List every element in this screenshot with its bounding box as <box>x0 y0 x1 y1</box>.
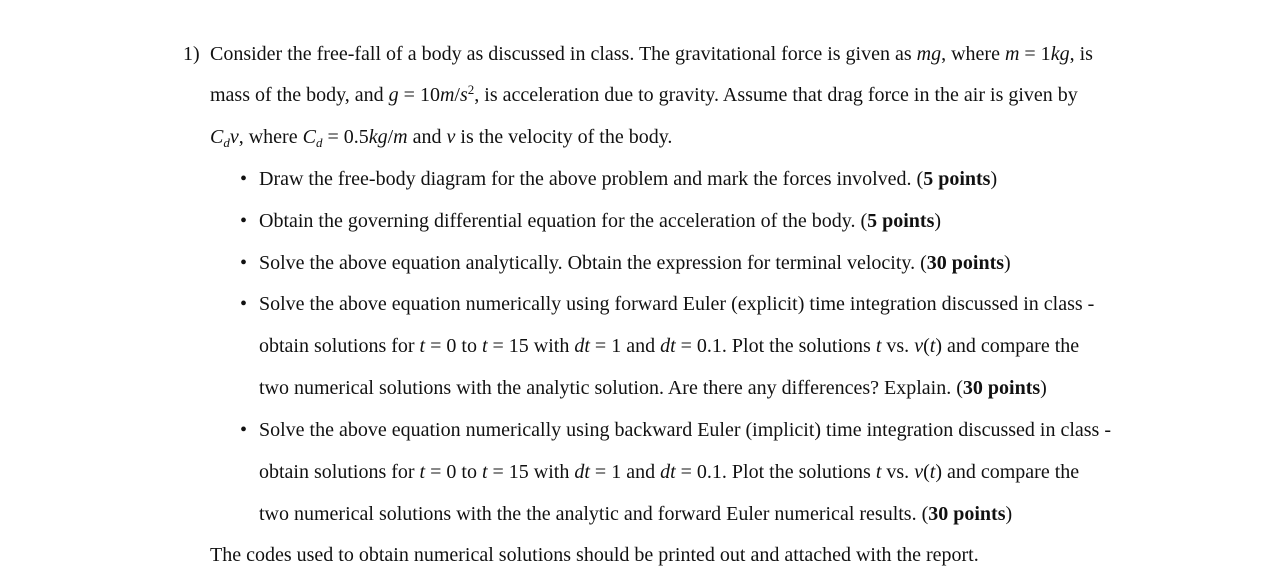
question-number: 1) <box>183 43 200 65</box>
bullet-item-4-line-1: Solve the above equation numerically using forward Euler (explicit) time integration discussed in class - <box>259 293 1095 315</box>
bullet-item-5-line-1: Solve the above equation numerically using backward Euler (implicit) time integration discussed in class - <box>259 419 1111 441</box>
bullet-icon: • <box>240 293 248 315</box>
bullet-item-5-line-3: two numerical solutions with the the analytic and forward Euler numerical results. (30 points) <box>259 503 1013 525</box>
bullet-item-5-line-2: obtain solutions for t = 0 to t = 15 with dt = 1 and dt = 0.1. Plot the solutions t vs. v(t) and compare the <box>259 461 1080 483</box>
footer-note: The codes used to obtain numerical solutions should be printed out and attached with the report. <box>210 544 979 566</box>
bullet-item-3: Solve the above equation analytically. Obtain the expression for terminal velocity. (30 points) <box>259 252 1011 274</box>
bullet-icon: • <box>240 419 248 441</box>
bullet-item-2: Obtain the governing differential equation for the acceleration of the body. (5 points) <box>259 210 942 232</box>
bullet-item-1: Draw the free-body diagram for the above problem and mark the forces involved. (5 points) <box>259 168 998 190</box>
bullet-item-4-line-2: obtain solutions for t = 0 to t = 15 with dt = 1 and dt = 0.1. Plot the solutions t vs. v(t) and compare the <box>259 335 1080 357</box>
bullet-icon: • <box>240 252 248 274</box>
intro-line-3: $C_dv$, where $C_d = 0.5kg/m$ and v is the velocity of the body. <box>210 126 673 150</box>
bullet-icon: • <box>240 168 248 190</box>
intro-line-1: Consider the free-fall of a body as discussed in class. The gravitational force is given as mg, where m = 1kg, is <box>210 43 1093 65</box>
intro-line-2: mass of the body, and $g = 10m/s^2$, is acceleration due to gravity. Assume that drag force in the air is given by <box>210 82 1078 106</box>
bullet-item-4-line-3: two numerical solutions with the analytic solution. Are there any differences? Explain. (30 points) <box>259 377 1047 399</box>
bullet-icon: • <box>240 210 248 232</box>
